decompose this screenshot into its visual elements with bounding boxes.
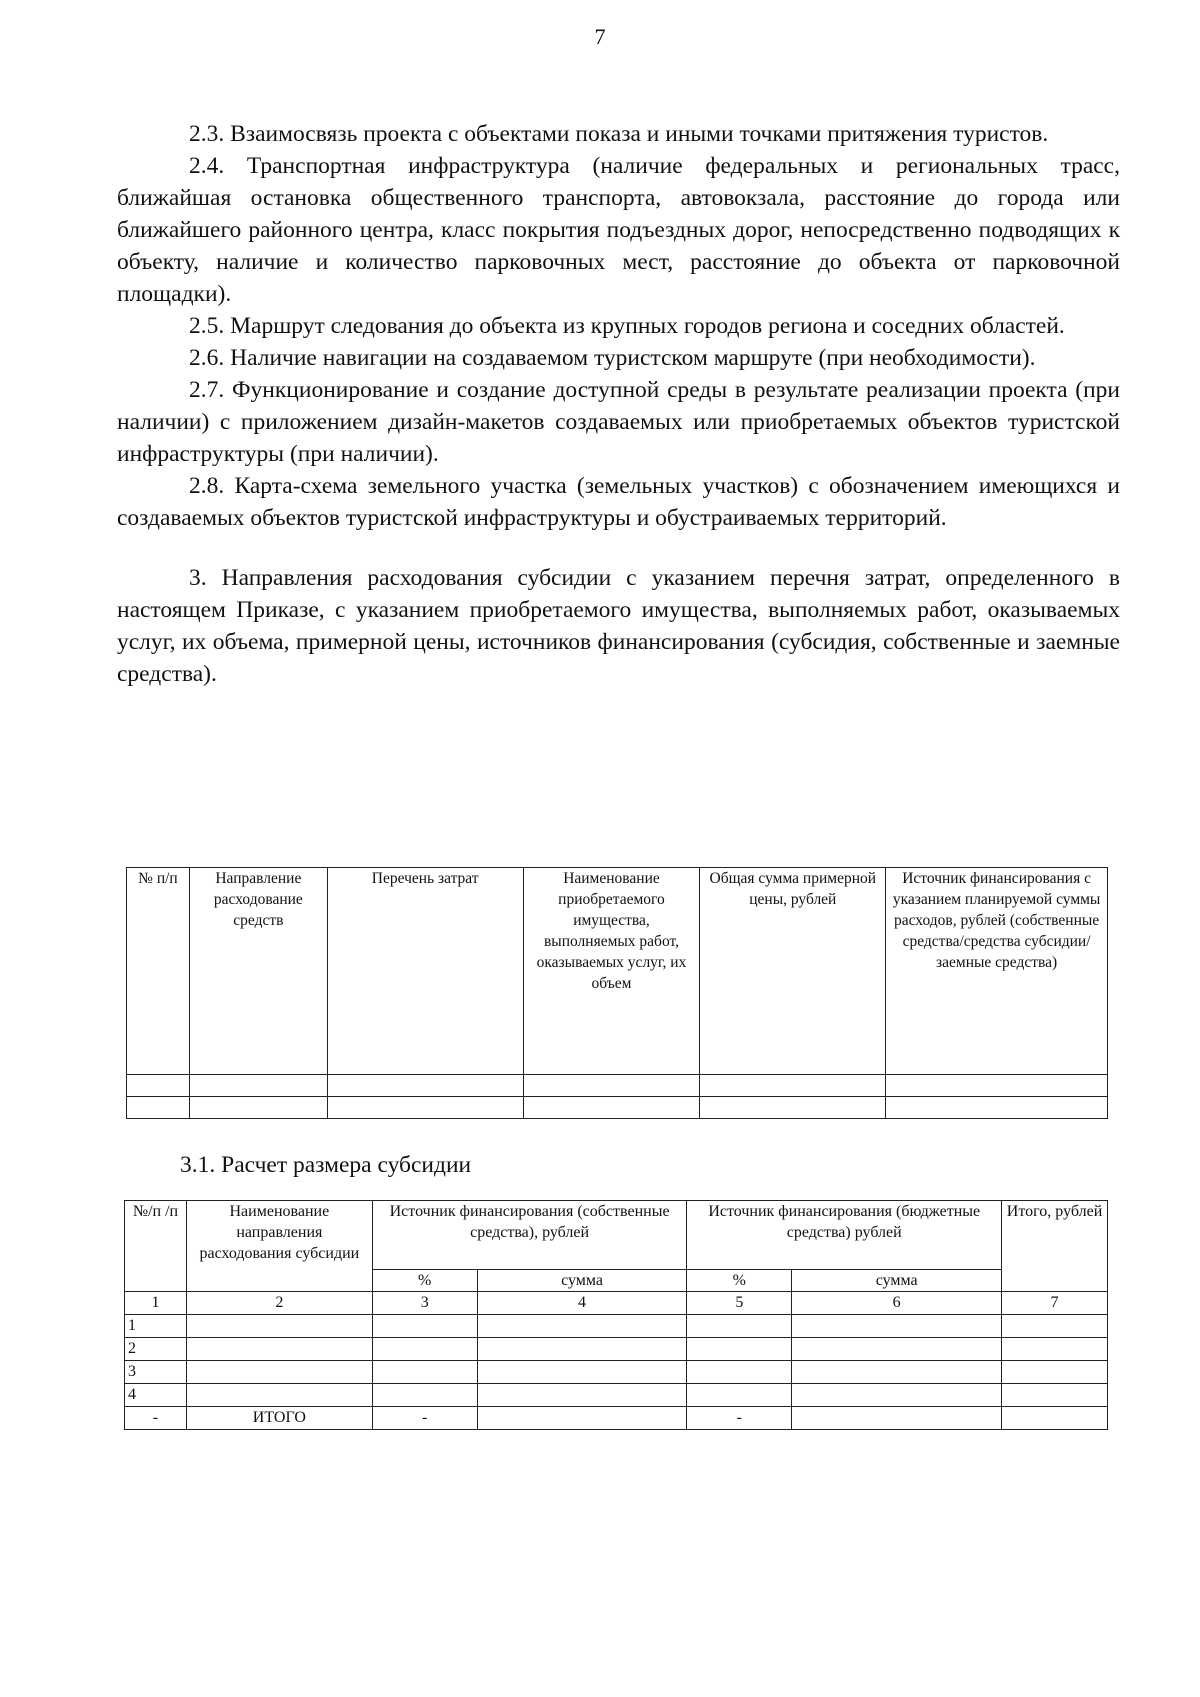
- paragraph-2-7: 2.7. Функционирование и создание доступной среды в результате реализации проекта (при наличии) с приложением дизайн-макетов создаваемых или приобретаемых объектов туристской инфраструктуры (при наличии).: [117, 377, 1120, 467]
- subsidy-calculation-title: 3.1. Расчет размера субсидии: [180, 1152, 472, 1178]
- table-cell: [186, 1384, 372, 1407]
- expense-directions-table: [126, 867, 1108, 1119]
- table-cell: [477, 1361, 687, 1384]
- paragraph-2-6: 2.6. Наличие навигации на создаваемом туристском маршруте (при необходимости).: [189, 345, 1036, 371]
- table-row: [125, 1361, 1108, 1384]
- table-cell: [886, 1075, 1108, 1097]
- subsidy-calculation-table: [124, 1200, 1108, 1430]
- table-cell: [327, 1075, 523, 1097]
- table-cell: [792, 1315, 1002, 1338]
- table-cell: [700, 1075, 886, 1097]
- paragraph-2-4: 2.4. Транспортная инфраструктура (наличие федеральных и региональных трасс, ближайшая остановка общественного транспорта, автовокзала, расстояние до города или ближайшего районного центра, класс покрытия подъездных дорог, непосредственно подводящих к объекту, наличие и количество парковочных мест, расстояние до объекта от парковочной площадки).: [117, 153, 1120, 307]
- table-header-row: [127, 868, 1108, 1075]
- table-cell: [687, 1361, 792, 1384]
- table-cell: [792, 1361, 1002, 1384]
- table-cell: [523, 1075, 700, 1097]
- column-number: 5: [687, 1292, 792, 1315]
- header-cell-total-sum: Общая сумма примерной цены, рублей: [700, 868, 886, 1075]
- paragraph-2-8: 2.8. Карта-схема земельного участка (земельных участков) с обозначением имеющихся и создаваемых объектов туристской инфраструктуры и обустраиваемых территорий.: [117, 473, 1120, 531]
- table-cell: [1002, 1338, 1108, 1361]
- paragraph-2-3: 2.3. Взаимосвязь проекта с объектами показа и иными точками притяжения туристов.: [189, 121, 1049, 147]
- paragraph-2-5: 2.5. Маршрут следования до объекта из крупных городов региона и соседних областей.: [189, 313, 1065, 339]
- header-cell-total: Итого, рублей: [1002, 1201, 1108, 1292]
- column-number: 4: [477, 1292, 687, 1315]
- table-row: [127, 1075, 1108, 1097]
- column-number: 3: [372, 1292, 477, 1315]
- table-cell: [372, 1361, 477, 1384]
- header-cell-number: № п/п: [127, 868, 190, 1075]
- table-cell: [687, 1338, 792, 1361]
- table-cell: [372, 1338, 477, 1361]
- table-cell: [1002, 1315, 1108, 1338]
- header-cell-number: №/п /п: [125, 1201, 187, 1292]
- subheader-budget-percent: %: [687, 1270, 792, 1292]
- table-cell: [127, 1097, 190, 1119]
- table-cell: [127, 1075, 190, 1097]
- column-number: 6: [792, 1292, 1002, 1315]
- table-cell: [189, 1075, 327, 1097]
- page-number: 7: [594, 24, 606, 49]
- total-row: [125, 1407, 1108, 1430]
- table-row: [125, 1384, 1108, 1407]
- row-number: 1: [125, 1315, 187, 1338]
- table-cell: [189, 1097, 327, 1119]
- table-cell: [186, 1315, 372, 1338]
- table-cell: [186, 1361, 372, 1384]
- row-number: 2: [125, 1338, 187, 1361]
- row-number: 3: [125, 1361, 187, 1384]
- table-cell: [700, 1097, 886, 1119]
- total-own-percent: -: [372, 1407, 477, 1430]
- column-numbers-row: [125, 1292, 1108, 1315]
- paragraph-3: 3. Направления расходования субсидии с указанием перечня затрат, определенного в настоящем Приказе, с указанием приобретаемого имущества, выполняемых работ, оказываемых услуг, их объема, примерной цены, источников финансирования (субсидия, собственные и заемные средства).: [117, 565, 1120, 687]
- table-cell: [1002, 1361, 1108, 1384]
- header-cell-cost-list: Перечень затрат: [327, 868, 523, 1075]
- table-row: [125, 1315, 1108, 1338]
- table-row: [125, 1338, 1108, 1361]
- table-cell: [372, 1384, 477, 1407]
- table-cell: [687, 1384, 792, 1407]
- header-cell-own-funds: Источник финансирования (собственные средства), рублей: [372, 1201, 687, 1270]
- table-cell: [792, 1384, 1002, 1407]
- total-row-number: -: [125, 1407, 187, 1430]
- subheader-budget-sum: сумма: [792, 1270, 1002, 1292]
- row-number: 4: [125, 1384, 187, 1407]
- header-cell-property: Наименование приобретаемого имущества, выполняемых работ, оказываемых услуг, их объем: [523, 868, 700, 1075]
- table-cell: [523, 1097, 700, 1119]
- header-cell-funding-source: Источник финансирования с указанием планируемой суммы расходов, рублей (собственные средства/средства субсидии/заемные средства): [886, 868, 1108, 1075]
- table-cell: [327, 1097, 523, 1119]
- subheader-own-sum: сумма: [477, 1270, 687, 1292]
- column-number: 2: [186, 1292, 372, 1315]
- table-cell: [477, 1407, 687, 1430]
- table-cell: [477, 1315, 687, 1338]
- total-budget-percent: -: [687, 1407, 792, 1430]
- table-header-row: [125, 1201, 1108, 1270]
- header-cell-budget-funds: Источник финансирования (бюджетные средства) рублей: [687, 1201, 1002, 1270]
- total-row-label: ИТОГО: [186, 1407, 372, 1430]
- table-cell: [792, 1407, 1002, 1430]
- column-number: 7: [1002, 1292, 1108, 1315]
- table-cell: [186, 1338, 372, 1361]
- header-cell-direction: Направление расходование средств: [189, 868, 327, 1075]
- table-cell: [792, 1338, 1002, 1361]
- table-cell: [1002, 1384, 1108, 1407]
- table-cell: [372, 1315, 477, 1338]
- table-cell: [477, 1338, 687, 1361]
- table-cell: [886, 1097, 1108, 1119]
- table-cell: [477, 1384, 687, 1407]
- table-cell: [687, 1315, 792, 1338]
- table-row: [127, 1097, 1108, 1119]
- body-text: [117, 118, 1120, 690]
- header-cell-name: Наименование направления расходования субсидии: [186, 1201, 372, 1292]
- column-number: 1: [125, 1292, 187, 1315]
- subheader-own-percent: %: [372, 1270, 477, 1292]
- table-cell: [1002, 1407, 1108, 1430]
